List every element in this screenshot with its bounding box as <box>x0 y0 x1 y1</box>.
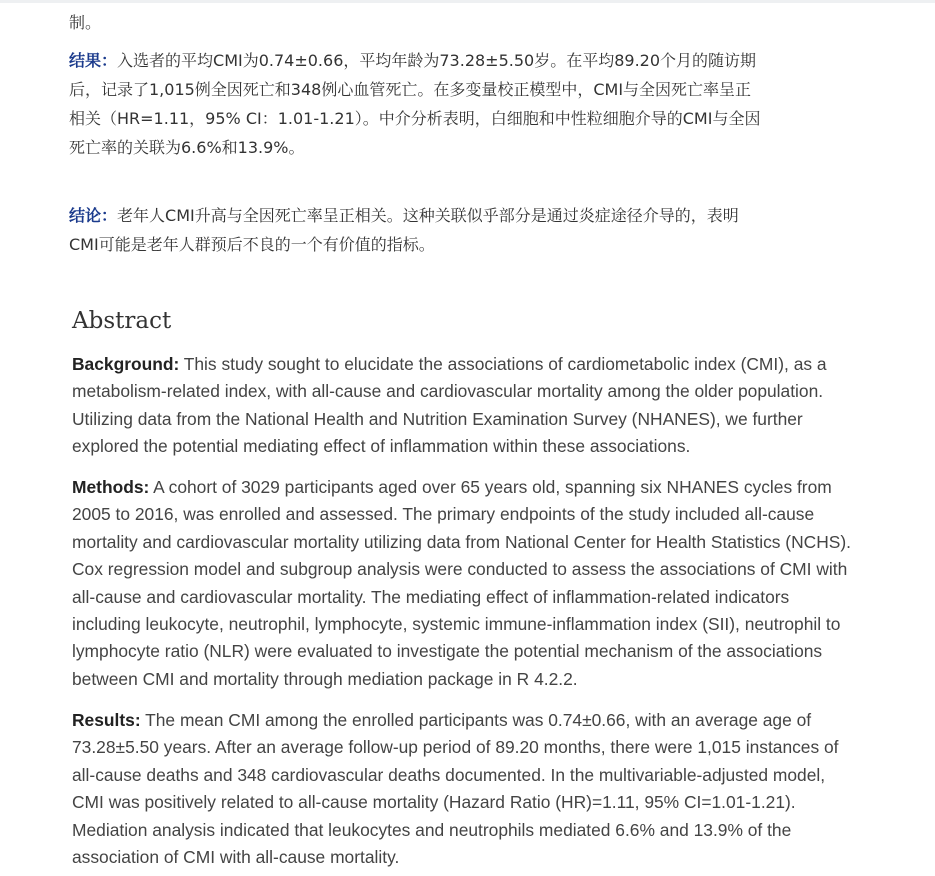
results-line-3: all-cause deaths and 348 cardiovascular deaths documented. In the multivariable-adjusted model, <box>72 764 826 785</box>
results-label: Results: <box>72 710 141 730</box>
methods-line-3: mortality and cardiovascular mortality utilizing data from National Center for Health Statistics (NCHS). <box>72 531 851 552</box>
cn-results-line-4: 死亡率的关联为6.6%和13.9%。 <box>69 138 305 157</box>
cn-results-line-2: 后，记录了1,015例全因死亡和348例心血管死亡。在多变量校正模型中，CMI与全因死亡率呈正 <box>69 80 752 99</box>
methods-line-6: including leukocyte, neutrophil, lymphocyte, systemic immune-inflammation index (SII), neutrophil to <box>72 613 841 634</box>
background-paragraph <box>72 351 902 461</box>
methods-line-2: 2005 to 2016, was enrolled and assessed. The primary endpoints of the study included all-cause <box>72 504 815 525</box>
cn-results-paragraph <box>69 46 899 162</box>
results-line-5: Mediation analysis indicated that leukocytes and neutrophils mediated 6.6% and 13.9% of the <box>72 819 792 840</box>
cn-results-label: 结果： <box>69 51 118 70</box>
background-label: Background: <box>72 354 180 374</box>
cn-conclusion-paragraph <box>69 201 899 259</box>
methods-line-7: lymphocyte ratio (NLR) were evaluated to investigate the potential mechanism of the associations <box>72 641 823 662</box>
background-line-1: Background: This study sought to elucidate the associations of cardiometabolic index (CMI), as a <box>72 354 827 374</box>
methods-label: Methods: <box>72 477 150 497</box>
cn-conclusion-line-2: CMI可能是老年人群预后不良的一个有价值的指标。 <box>69 235 435 254</box>
methods-line-8: between CMI and mortality through mediation package in R 4.2.2. <box>72 668 578 689</box>
background-line-3: Utilizing data from the National Health and Nutrition Examination Survey (NHANES), we further <box>72 408 803 429</box>
cn-results-line-1: 结果：入选者的平均CMI为0.74±0.66，平均年龄为73.28±5.50岁。在平均89.20个月的随访期 <box>69 51 757 70</box>
methods-paragraph <box>72 474 902 693</box>
results-line-6: association of CMI with all-cause mortality. <box>72 846 400 867</box>
cn-conclusion-label: 结论： <box>69 206 118 225</box>
background-line-4: explored the potential mediating effect of inflammation within these associations. <box>72 436 691 457</box>
abstract-heading: Abstract <box>72 308 172 334</box>
top-divider <box>0 0 935 3</box>
results-line-4: CMI was positively related to all-cause mortality (Hazard Ratio (HR)=1.11, 95% CI=1.01-1.21). <box>72 792 796 813</box>
methods-line-5: all-cause and cardiovascular mortality. The mediating effect of inflammation-related indicators <box>72 586 790 607</box>
results-line-2: 73.28±5.50 years. After an average follow-up period of 89.20 months, there were 1,015 instances of <box>72 737 839 758</box>
results-paragraph <box>72 707 902 871</box>
cn-tail-text: 制。 <box>69 13 102 32</box>
cn-conclusion-line-1: 结论：老年人CMI升高与全因死亡率呈正相关。这种关联似乎部分是通过炎症途径介导的，表明 <box>69 206 739 225</box>
cn-results-line-3: 相关（HR=1.11，95% CI：1.01-1.21）。中介分析表明，白细胞和中性粒细胞介导的CMI与全因 <box>69 109 761 128</box>
background-line-2: metabolism-related index, with all-cause and cardiovascular mortality among the older population. <box>72 381 824 402</box>
cn-tail-line <box>69 8 899 37</box>
methods-line-4: Cox regression model and subgroup analysis were conducted to assess the associations of CMI with <box>72 559 848 580</box>
results-line-1: Results: The mean CMI among the enrolled participants was 0.74±0.66, with an average age of <box>72 710 812 730</box>
methods-line-1: Methods: A cohort of 3029 participants aged over 65 years old, spanning six NHANES cycles from <box>72 477 832 497</box>
